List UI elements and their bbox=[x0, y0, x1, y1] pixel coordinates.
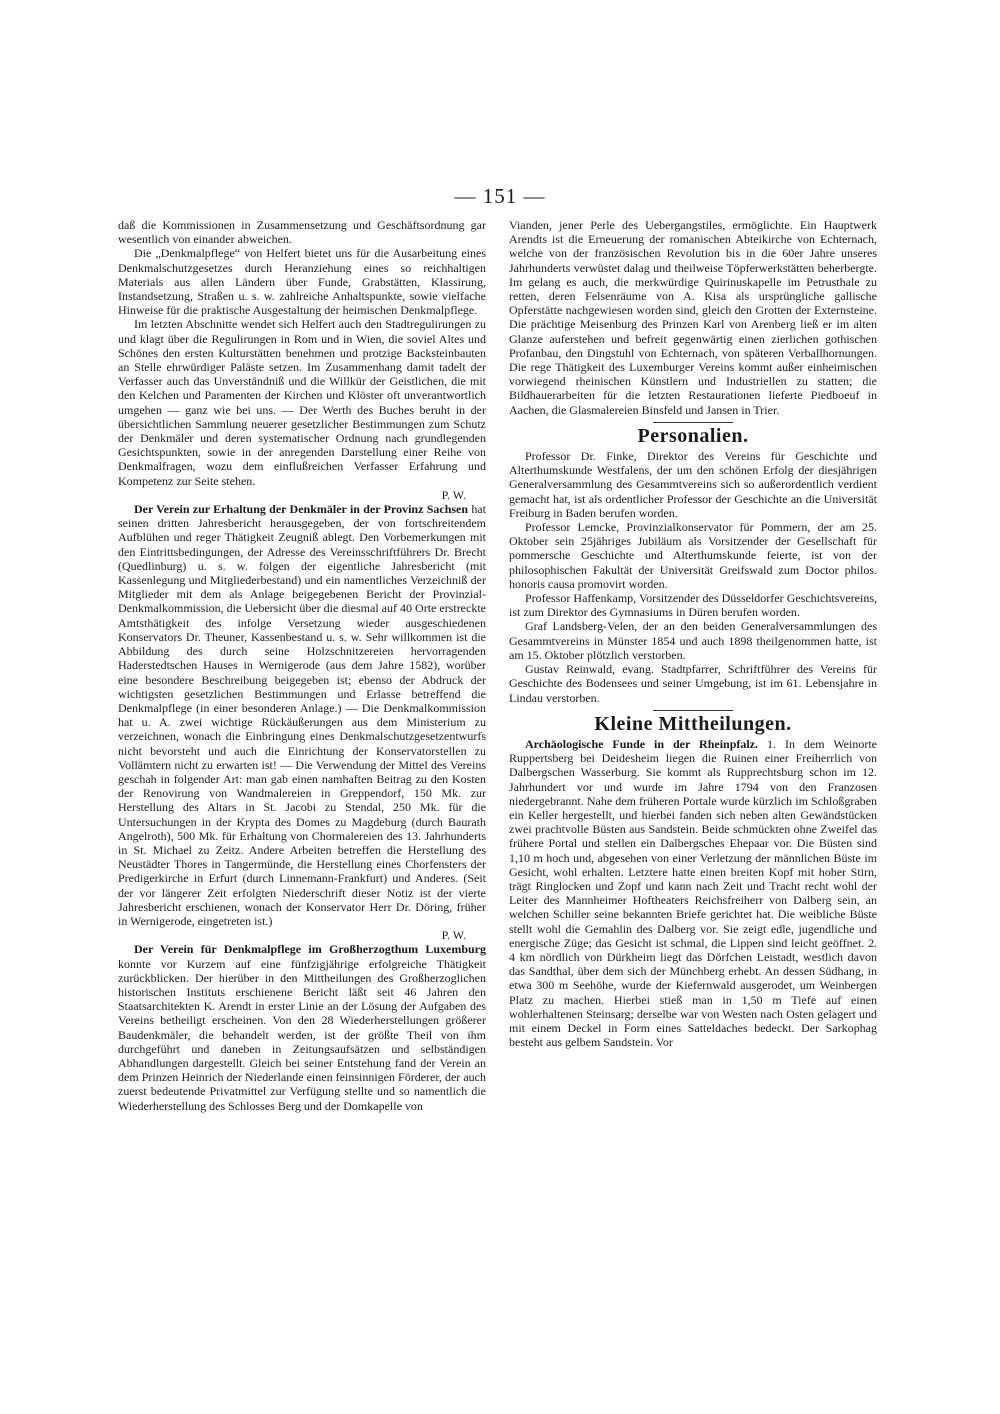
paragraph: Vianden, jener Perle des Uebergangstiles, ermöglichte. Ein Hauptwerk Arendts ist die Erneuerung der romanischen Abteikirche von Echternach, welche von der französischen Revolution bis in die 60er Jahre unseres Jahrhunderts verwüstet dalag und theilweise Töpferwerkstätten beherbergte. Im gelang es auch, die merkwürdige Quirinuskapelle im Petrusthale zu retten, deren Felsenräume von A. Kisa als ursprüngliche gallische Opferstätte nachgewiesen worden sind, gleich den Grotten der Externsteine. Die prächtige Meisenburg des Prinzen Karl von Arenberg ließ er im alten Glanze auferstehen und befreit gegenwärtig einen zierlichen gothischen Profanbau, den Dingstuhl von Echternach, von späteren Verballhornungen. Die rege Thätigkeit des Luxemburger Vereins kommt außer einheimischen vorwiegend rheinischen Künstlern und Industriellen zu statten; die Bildhauerarbeiten für die letzten Restaurationen lieferte Piedboeuf in Aachen, die Glasmalereien Binsfeld und Jansen in Trier. bbox=[509, 218, 877, 417]
paragraph: Professor Haffenkamp, Vorsitzender des Düsseldorfer Geschichtsvereins, ist zum Direktor des Gymnasiums in Düren berufen worden. bbox=[509, 591, 877, 620]
paragraph-body: 1. In dem Weinorte Ruppertsberg bei Deidesheim liegen die Ruinen einer Freiherrlich von Dalbergschen Wasserburg. Sie kommt als Rupprechtsburg schon im 12. Jahrhundert vor und wurde im Jahre 1794 von den Franzosen niedergebrannt. Nahe dem früheren Portale wurde kürzlich im Schloßgraben ein Keller hergestellt, und hierbei fanden sich neben alten Gewändstücken zwei prachtvolle Büsten aus Sandstein. Beide schmückten ohne Zweifel das frühere Portal und stellen ein Dalbergsches Ehepaar vor. Die Büsten sind 1,10 m hoch und, abgesehen von einer Verletzung der männlichen Büste im Gesicht, wohl erhalten. Letztere hatte einen breiten Kopf mit hoher Stirn, trägt Ringlocken und Zopf und kann nach Zeit und Tracht recht wohl der Leiter des Mannheimer Hoftheaters Reichsfreiherr von Dalberg sein, an welchen Schiller seine bekannten Briefe gerichtet hat. Die weibliche Büste stellt wohl die Gemahlin des Dalberg vor. Sie zeigt edle, jugendliche und energische Züge; das Gesicht ist schmal, die Lippen sind leicht geöffnet. 2. 4 km nördlich von Dürkheim liegt das Dörfchen Leistadt, westlich davon das Sandthal, über dem sich der Münchberg erhebt. An dessen Südhang, in etwa 300 m Seehöhe, wurde der Kiefernwald ausgerodet, um Weinbergen Platz zu machen. Hierbei stieß man in 1,50 m Tiefe auf einen wohlerhaltenen Steinsarg; derselbe war von Westen nach Osten gelagert und mit einem Deckel in Form eines Satteldaches bedeckt. Der Sarkophag besteht aus gelbem Sandstein. Vor bbox=[509, 736, 877, 1050]
paragraph: Gustav Reinwald, evang. Stadtpfarrer, Schriftführer des Vereins für Geschichte des Bodensees und seiner Umgebung, ist im 61. Lebensjahre in Lindau verstorben. bbox=[509, 662, 877, 705]
paragraph bbox=[118, 942, 486, 1112]
paragraph-heading: Der Verein für Denkmalpflege im Großherzogthum Luxemburg bbox=[134, 942, 486, 957]
paragraph: Im letzten Abschnitte wendet sich Helfert auch den Stadtregulirungen zu und klagt über die Regulirungen in Rom und in Wien, die soviel Altes und Schönes den ersten Kulturstätten benehmen und protzige Backsteinbauten an Stelle ehrwürdiger Paläste setzen. Im Zusammenhang damit tadelt der Verfasser auch das Unverständniß und die Willkür der Geistlichen, die mit den Kelchen und Paramenten der Kirchen und Klöster oft unverantwortlich umgehen — ganz wie bei uns. — Der Werth des Buches beruht in der übersichtlichen Sammlung neuerer gesetzlicher Bestimmungen zum Schutz der Denkmäler und deren systematischer Ordnung nach grundlegenden Gesichtspunkten, sowie in der anregenden Darstellung einer Reihe von Denkmalfragen, wozu dem einflußreichen Verfasser Erfahrung und Kompetenz zur Seite stehen. bbox=[118, 317, 486, 488]
section-title-kleine-mittheilungen: Kleine Mittheilungen. bbox=[594, 712, 792, 735]
signature: P. W. bbox=[441, 928, 466, 943]
left-column bbox=[118, 218, 486, 1113]
signature: P. W. bbox=[441, 487, 466, 502]
paragraph bbox=[509, 737, 877, 1049]
right-column bbox=[509, 218, 877, 1049]
paragraph-body: hat seinen dritten Jahresbericht herausgegeben, der von fortschreitendem Aufblühen und reger Thätigkeit Zeugniß ablegt. Den Vorbemerkungen mit den Eintrittsbedingungen, der Adresse des Vereinsschriftführers Dr. Brecht (Quedlinburg) u. s. w. folgen der eigentliche Jahresbericht (mit Kassenlegung und Mitgliederbestand) und ein namentliches Verzeichniß der Mitglieder mit dem als Anlage beigegebenen Bericht der Provinzial-Denkmalkommission, die Uebersicht über die diesmal auf 40 Orte erstreckte Amtsthätigkeit des infolge Versetzung wieder ausgeschiedenen Konservators Dr. Theuner, Kassenbestand u. s. w. Sehr willkommen ist die Abbildung des durch seine Holzschnitzereien hervorragenden Haderstedtschen Hauses in Wernigerode (aus dem Jahre 1582), worüber eine besondere Beschreibung beigegeben ist; ebenso der Abdruck der wichtigsten gesetzlichen Bestimmungen und Erlasse betreffend die Denkmalpflege (in einer besonderen Anlage.) — Die Denkmalkommission hat u. A. zwei wichtige Rückäußerungen aus dem Ministerium zu verzeichnen, wonach die Einbringung eines Denkmalschutzgesetzentwurfs nicht bevorsteht und auch die Einrichtung der Konservatorstellen zu Vollämtern nicht zu erwarten ist! — Die Verwendung der Mittel des Vereins geschah in folgender Art: man gab einen namhaften Beitrag zu den Kosten der Renovirung von Wandmalereien in Greppendorf, 150 Mk. zur Herstellung des Altars in St. Jacobi zu Stendal, 250 Mk. für die Untersuchungen in der Krypta des Domes zu Magdeburg (durch Baurath Angelroth), 500 Mk. für Erhaltung von Chormalereien des 13. Jahrhunderts in St. Michael zu Zeitz. Andere Arbeiten betreffen die Herstellung des Neustädter Thores in Tangermünde, die Herstellung eines Chorfensters der Predigerkirche in Erfurt (durch Linnemann-Frankfurt) und Anderes. (Seit der vor längerer Zeit erfolgten Niederschrift dieser Notiz ist der vierte Jahresbericht erschienen, wonach der Konservator Herr Dr. Döring, früher in Wernigerode, eingetreten ist.) bbox=[118, 502, 486, 928]
paragraph-heading: Der Verein zur Erhaltung der Denkmäler in der Provinz Sachsen bbox=[134, 502, 469, 517]
section-title-personalien: Personalien. bbox=[637, 424, 749, 447]
paragraph: Professor Lemcke, Provinzialkonservator für Pommern, der am 25. Oktober sein 25jähriges Jubiläum als Vorsitzender der Gesellschaft für pommersche Geschichte und Alterthumskunde feierte, ist von der philosophischen Fakultät der Universität Greifswald zum Doctor philos. honoris causa promovirt worden. bbox=[509, 520, 877, 591]
paragraph bbox=[118, 502, 486, 928]
paragraph: Graf Landsberg-Velen, der an den beiden Generalversammlungen des Gesammtvereins in Münster 1854 und auch 1898 theilgenommen hatte, ist am 15. Oktober plötzlich verstorben. bbox=[509, 619, 877, 662]
divider bbox=[653, 710, 733, 711]
paragraph: Die „Denkmalpflege“ von Helfert bietet uns für die Ausarbeitung eines Denkmalschutzgesetzes durch Heranziehung eines so reichhaltigen Materials aus allen Ländern über Funde, Grabstätten, Klassirung, Instandsetzung, Straßen u. s. w. zahlreiche Anhaltspunkte, sowie vielfache Hinweise für die praktische Ausgestaltung der heimischen Denkmalpflege. bbox=[118, 246, 486, 318]
paragraph: Professor Dr. Finke, Direktor des Vereins für Geschichte und Alterthumskunde Westfalens, der um den schönen Erfolg der diesjährigen Generalversammlung des Gesammtvereins sich so außerordentlich verdient gemacht hat, ist als ordentlicher Professor der Geschichte an die Universität Freiburg in Baden berufen worden. bbox=[509, 449, 877, 520]
paragraph-body: konnte vor Kurzem auf eine fünfzigjährige erfolgreiche Thätigkeit zurückblicken. Der hierüber in den Mittheilungen des Großherzoglichen historischen Instituts erschienene Bericht läßt seit 46 Jahren den Staatsarchitekten K. Arendt in erster Linie an der Lösung der Aufgaben des Vereins betheiligt erscheinen. Von den 28 Wiederherstellungen größerer Baudenkmäler, die behandelt werden, ist der größte Theil von ihm durchgeführt und daneben in Zeitungsaufsätzen und selbständigen Abhandlungen dargestellt. Gleich bei seiner Entstehung fand der Verein an dem Prinzen Heinrich der Niederlande einen feinsinnigen Förderer, der auch zuerst bedeutende Privatmittel zur Verfügung stellte und so namentlich die Wiederherstellung des Schlosses Berg und der Domkapelle von bbox=[118, 956, 486, 1113]
paragraph: daß die Kommissionen in Zusammensetzung und Geschäftsordnung gar wesentlich von einander abweichen. bbox=[118, 218, 486, 247]
divider bbox=[653, 422, 733, 423]
paragraph-heading: Archäologische Funde in der Rheinpfalz. bbox=[525, 736, 759, 751]
page-number: — 151 — bbox=[454, 184, 546, 208]
